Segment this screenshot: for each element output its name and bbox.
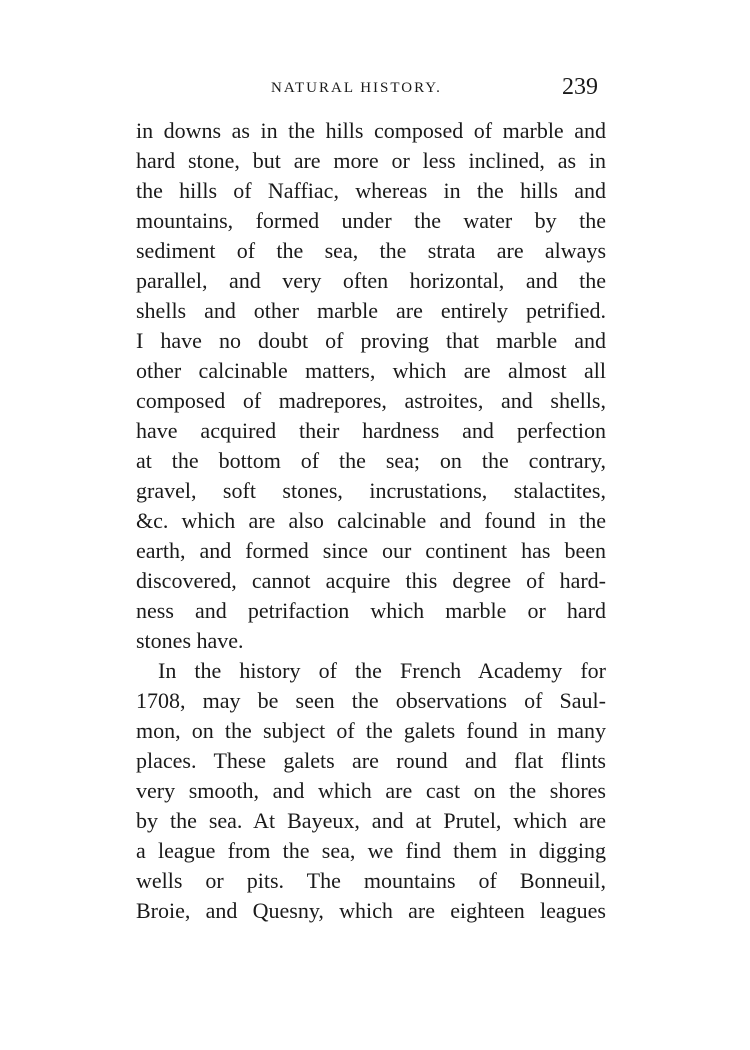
text-line: mountains, formed under the water by the xyxy=(136,208,606,233)
running-head-title: NATURAL HISTORY. xyxy=(271,80,442,96)
text-line: wells or pits. The mountains of Bonneuil, xyxy=(136,868,606,893)
text-line: places. These galets are round and flat flints xyxy=(136,748,606,773)
text-line: Broie, and Quesny, which are eighteen leagues xyxy=(136,898,606,923)
text-line: shells and other marble are entirely petrified. xyxy=(136,298,606,323)
text-line: composed of madrepores, astroites, and shells, xyxy=(136,388,606,413)
text-line: at the bottom of the sea; on the contrary, xyxy=(136,448,606,473)
text-line: sediment of the sea, the strata are always xyxy=(136,238,606,263)
text-line: gravel, soft stones, incrustations, stalactites, xyxy=(136,478,606,503)
text-line: in downs as in the hills composed of marble and xyxy=(136,118,606,143)
page-number: 239 xyxy=(562,74,598,100)
text-line: stones have. xyxy=(136,628,244,653)
paragraph xyxy=(136,116,606,656)
text-line: ness and petrifaction which marble or hard xyxy=(136,598,606,623)
text-line: 1708, may be seen the observations of Saul- xyxy=(136,688,606,713)
text-line: I have no doubt of proving that marble and xyxy=(136,328,606,353)
running-head xyxy=(136,76,606,106)
text-line: discovered, cannot acquire this degree of hard- xyxy=(136,568,606,593)
text-line: the hills of Naffiac, whereas in the hills and xyxy=(136,178,606,203)
paragraph xyxy=(136,656,606,926)
text-line: other calcinable matters, which are almost all xyxy=(136,358,606,383)
body-text xyxy=(136,116,606,926)
text-line: parallel, and very often horizontal, and the xyxy=(136,268,606,293)
text-line: a league from the sea, we find them in digging xyxy=(136,838,606,863)
text-line: earth, and formed since our continent has been xyxy=(136,538,606,563)
text-line: mon, on the subject of the galets found in many xyxy=(136,718,606,743)
text-line: very smooth, and which are cast on the shores xyxy=(136,778,606,803)
text-line: &c. which are also calcinable and found in the xyxy=(136,508,606,533)
text-line: hard stone, but are more or less inclined, as in xyxy=(136,148,606,173)
text-line: In the history of the French Academy for xyxy=(158,658,606,683)
text-line: have acquired their hardness and perfection xyxy=(136,418,606,443)
text-line: by the sea. At Bayeux, and at Prutel, which are xyxy=(136,808,606,833)
